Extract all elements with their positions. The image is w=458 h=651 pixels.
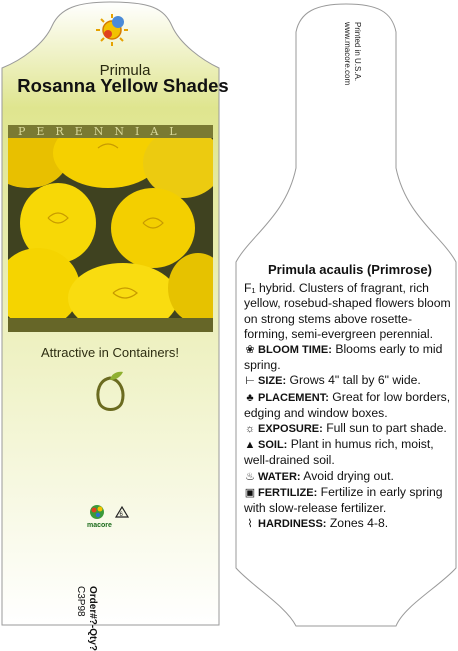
soil-icon: ▲ <box>244 439 256 452</box>
order-info <box>74 586 98 651</box>
thermometer-icon: ⌇ <box>247 518 253 531</box>
sun-icon: ☼ <box>244 423 256 436</box>
flower-photo <box>8 138 213 318</box>
bloom-time-row: ❀ BLOOM TIME: Blooms early to mid spring. <box>244 342 443 373</box>
fertilize-row: ▣ FERTILIZE: Fertilize in early spring with slow-release fertilizer. <box>244 484 443 516</box>
svg-text:macore: macore <box>87 522 112 529</box>
print-website: www.macore.com <box>343 22 353 86</box>
botanical-name: Primula acaulis (Primrose) <box>267 262 432 277</box>
exposure-row: ☼ EXPOSURE: Full sun to part shade. <box>244 421 456 437</box>
water-row: ♨ WATER: Avoid drying out. <box>244 469 456 485</box>
flower-icon: ❀ <box>245 344 255 357</box>
plants-icon: ♣ <box>246 391 254 404</box>
watering-can-icon: ♨ <box>245 470 255 483</box>
fertilizer-bag-icon: ▣ <box>244 486 256 499</box>
feature-tagline: Attractive in Containers! <box>40 345 179 360</box>
plant-genus: Primula <box>99 62 151 79</box>
category-label: PERENNIAL <box>18 125 188 138</box>
product-code: C3P98 <box>75 586 86 617</box>
care-description <box>244 262 456 532</box>
svg-text:6: 6 <box>119 512 123 518</box>
hardiness-row: ⌇ HARDINESS: Zones 4-8. <box>244 516 456 532</box>
size-row: ⊢ SIZE: Grows 4" tall by 6" wide. <box>244 373 456 389</box>
soil-row: ▲ SOIL: Plant in humus rich, moist, well-drained soil. <box>244 437 434 468</box>
printing-note <box>343 22 362 85</box>
plant-cultivar: Rosanna Yellow Shades <box>17 75 229 96</box>
ruler-icon: ⊢ <box>245 375 255 388</box>
flower-illustration <box>8 138 213 318</box>
placement-row: ♣ PLACEMENT: Great for low borders, edging and window boxes. <box>244 389 451 420</box>
print-origin: Printed in U.S.A. <box>353 22 362 82</box>
macore-logo-icon <box>86 503 131 529</box>
seed-icon <box>93 370 127 414</box>
photo-base-band <box>8 318 213 332</box>
order-line: Order#?-Qty? <box>87 586 98 651</box>
intro-text: F₁ hybrid. Clusters of fragrant, rich yellow, rosebud-shaped flowers bloom on strong stems above rosette-forming, semi-evergreen perennial. <box>244 281 451 341</box>
